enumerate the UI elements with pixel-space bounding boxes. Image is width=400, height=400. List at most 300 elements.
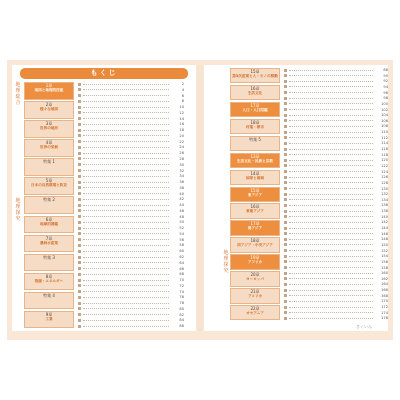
- page-number: 140: [381, 214, 388, 219]
- dot-leader: [83, 158, 169, 159]
- row-bullet-icon: [78, 221, 81, 224]
- toc-row[interactable]: [78, 192, 184, 197]
- dot-leader: [289, 171, 373, 172]
- toc-row[interactable]: [284, 147, 388, 152]
- toc-row[interactable]: [78, 215, 184, 220]
- page-number: 116: [381, 147, 388, 152]
- chapter-block[interactable]: [24, 216, 74, 234]
- toc-row[interactable]: [78, 313, 184, 318]
- row-bullet-icon: [284, 91, 287, 94]
- toc-row[interactable]: [284, 277, 388, 282]
- toc-row[interactable]: [78, 169, 184, 174]
- dot-leader: [289, 222, 373, 223]
- chapter-block[interactable]: [24, 82, 74, 100]
- chapter-number: 18章: [250, 119, 260, 125]
- toc-row[interactable]: [284, 130, 388, 135]
- row-bullet-icon: [284, 255, 287, 258]
- dot-leader: [289, 295, 373, 296]
- toc-row[interactable]: [78, 111, 184, 116]
- toc-row[interactable]: [284, 311, 388, 316]
- chapter-block[interactable]: [230, 102, 280, 117]
- page-number: 102: [381, 107, 388, 112]
- toc-row[interactable]: [78, 249, 184, 254]
- dot-leader: [83, 233, 169, 234]
- chapter-number: 特集 2: [43, 197, 55, 203]
- dot-leader: [289, 290, 373, 291]
- dot-leader: [83, 257, 169, 258]
- toc-row[interactable]: [284, 316, 388, 321]
- row-bullet-icon: [78, 140, 81, 143]
- row-bullet-icon: [78, 267, 81, 270]
- row-bullet-icon: [78, 192, 81, 195]
- page-number: 42: [179, 197, 184, 202]
- row-bullet-icon: [284, 97, 287, 100]
- toc-row[interactable]: [78, 295, 184, 300]
- dot-leader: [289, 318, 373, 319]
- chapter-number: 特集 3: [43, 254, 55, 260]
- chapter-block[interactable]: [230, 254, 280, 269]
- toc-row[interactable]: [78, 197, 184, 202]
- dot-leader: [83, 170, 169, 171]
- row-bullet-icon: [78, 157, 81, 160]
- row-bullet-icon: [284, 80, 287, 83]
- toc-row[interactable]: [284, 226, 388, 231]
- row-bullet-icon: [78, 117, 81, 120]
- chapter-block[interactable]: [230, 68, 280, 83]
- chapter-number: 5章: [45, 178, 53, 184]
- toc-row[interactable]: [284, 79, 388, 84]
- chapter-block[interactable]: [24, 139, 74, 157]
- chapter-number: 14章: [250, 170, 260, 176]
- toc-row[interactable]: [284, 209, 388, 214]
- dot-leader: [83, 147, 169, 148]
- toc-row[interactable]: [284, 203, 388, 208]
- chapter-block[interactable]: [24, 158, 74, 176]
- page-number: 120: [381, 158, 388, 163]
- page-number: 78: [179, 301, 184, 306]
- toc-row[interactable]: [284, 254, 388, 259]
- row-bullet-icon: [78, 325, 81, 328]
- toc-row[interactable]: [284, 220, 388, 225]
- page-number: 112: [381, 135, 388, 140]
- toc-row[interactable]: [284, 124, 388, 129]
- row-bullet-icon: [78, 111, 81, 114]
- page-number: 76: [179, 295, 184, 300]
- dot-leader: [289, 284, 373, 285]
- row-bullet-icon: [284, 238, 287, 241]
- toc-row[interactable]: [78, 82, 184, 87]
- dot-leader: [289, 250, 373, 251]
- chapter-title: 世界の気候: [40, 145, 58, 150]
- page-number: 90: [383, 73, 388, 78]
- page-number: 46: [179, 208, 184, 213]
- dot-leader: [289, 199, 373, 200]
- toc-row[interactable]: [78, 174, 184, 179]
- toc-row[interactable]: [284, 102, 388, 107]
- chapter-title: 東アジア: [247, 192, 263, 197]
- dot-leader: [83, 274, 169, 275]
- chapter-block[interactable]: [230, 305, 280, 320]
- dot-leader: [289, 160, 373, 161]
- chapter-block[interactable]: [24, 120, 74, 138]
- dot-leader: [83, 320, 169, 321]
- toc-row[interactable]: [284, 96, 388, 101]
- row-bullet-icon: [284, 74, 287, 77]
- dot-leader: [289, 137, 373, 138]
- row-bullet-icon: [284, 204, 287, 207]
- chapter-block[interactable]: [24, 311, 74, 329]
- chapter-block[interactable]: [230, 136, 280, 151]
- toc-title: もくじ: [20, 68, 188, 79]
- toc-row[interactable]: [78, 203, 184, 208]
- chapter-title: 人口・人口問題: [242, 107, 268, 112]
- toc-row[interactable]: [78, 105, 184, 110]
- row-bullet-icon: [284, 306, 287, 309]
- toc-row[interactable]: [78, 307, 184, 312]
- chapter-title: 世界の地形: [40, 126, 58, 131]
- chapter-title: アフリカ: [247, 260, 263, 265]
- toc-row[interactable]: [284, 153, 388, 158]
- page-number: 124: [381, 169, 388, 174]
- chapter-number: 特集 5: [249, 136, 261, 142]
- dot-leader: [83, 182, 169, 183]
- page-number: 114: [381, 141, 388, 146]
- dot-leader: [83, 101, 169, 102]
- row-bullet-icon: [78, 106, 81, 109]
- page-number: 134: [381, 197, 388, 202]
- row-bullet-icon: [284, 176, 287, 179]
- chapter-title: 地球的課題: [40, 221, 58, 226]
- toc-row[interactable]: [78, 122, 184, 127]
- chapter-number: 4章: [45, 140, 53, 146]
- toc-row[interactable]: [78, 157, 184, 162]
- page-number: 34: [179, 174, 184, 179]
- toc-row[interactable]: [78, 180, 184, 185]
- toc-row[interactable]: [78, 267, 184, 272]
- row-bullet-icon: [284, 85, 287, 88]
- chapter-title: 生活文化: [247, 90, 263, 95]
- page-number: 84: [179, 318, 184, 323]
- chapter-block[interactable]: [24, 235, 74, 253]
- dot-leader: [83, 124, 169, 125]
- chapter-title: 資源・エネルギー: [34, 278, 64, 283]
- toc-row[interactable]: [78, 163, 184, 168]
- chapter-block[interactable]: [24, 177, 74, 195]
- toc-row[interactable]: [284, 85, 388, 90]
- toc-row[interactable]: [284, 91, 388, 96]
- chapter-block[interactable]: [230, 170, 280, 185]
- row-bullet-icon: [284, 108, 287, 111]
- toc-row[interactable]: [284, 170, 388, 175]
- toc-row[interactable]: [78, 272, 184, 277]
- toc-row[interactable]: [78, 226, 184, 231]
- dot-leader: [83, 268, 169, 269]
- toc-row[interactable]: [78, 134, 184, 139]
- row-bullet-icon: [78, 302, 81, 305]
- toc-row[interactable]: [284, 215, 388, 220]
- dot-leader: [289, 92, 373, 93]
- dot-leader: [289, 239, 373, 240]
- chapter-title: 様々な地図: [40, 107, 58, 112]
- page-number: 162: [381, 276, 388, 281]
- toc-row[interactable]: [78, 220, 184, 225]
- page-number: 44: [179, 203, 184, 208]
- row-bullet-icon: [284, 317, 287, 320]
- chapter-block[interactable]: [230, 187, 280, 202]
- row-bullet-icon: [284, 164, 287, 167]
- row-bullet-icon: [284, 119, 287, 122]
- chapter-block[interactable]: [230, 153, 280, 168]
- page-number: 58: [179, 243, 184, 248]
- page-number: 72: [179, 283, 184, 288]
- row-bullet-icon: [284, 289, 287, 292]
- dot-leader: [83, 205, 169, 206]
- toc-row[interactable]: [78, 284, 184, 289]
- dot-leader: [289, 278, 373, 279]
- toc-row[interactable]: [284, 158, 388, 163]
- page-number: 164: [381, 282, 388, 287]
- toc-row[interactable]: [284, 243, 388, 248]
- row-bullet-icon: [78, 169, 81, 172]
- dot-leader: [83, 216, 169, 217]
- row-bullet-icon: [78, 181, 81, 184]
- toc-row[interactable]: [284, 294, 388, 299]
- toc-row[interactable]: [284, 232, 388, 237]
- chapter-title: 農林水産業: [40, 240, 58, 245]
- page-number: 92: [383, 79, 388, 84]
- page-number: 148: [381, 237, 388, 242]
- page-number: 28: [179, 156, 184, 161]
- row-bullet-icon: [78, 215, 81, 218]
- dot-leader: [289, 244, 373, 245]
- chapter-number: 6章: [45, 216, 53, 222]
- page-number: 20: [179, 133, 184, 138]
- page-number: 146: [381, 231, 388, 236]
- chapter-block[interactable]: [230, 85, 280, 100]
- chapter-block[interactable]: [230, 271, 280, 286]
- row-bullet-icon: [284, 221, 287, 224]
- toc-row[interactable]: [78, 117, 184, 122]
- chapter-title: 国家と領域: [246, 175, 264, 180]
- page-number: 136: [381, 203, 388, 208]
- toc-row[interactable]: [78, 209, 184, 214]
- chapter-number: 21章: [250, 289, 260, 295]
- dot-leader: [83, 112, 169, 113]
- row-bullet-icon: [78, 307, 81, 310]
- page-number: 98: [383, 96, 388, 101]
- chapter-block[interactable]: [230, 119, 280, 134]
- page-number: 14: [179, 116, 184, 121]
- dot-leader: [289, 154, 373, 155]
- chapter-block[interactable]: [24, 101, 74, 119]
- row-bullet-icon: [284, 69, 287, 72]
- dot-leader: [289, 211, 373, 212]
- toc-row[interactable]: [78, 140, 184, 145]
- dot-leader: [83, 141, 169, 142]
- row-bullet-icon: [78, 238, 81, 241]
- toc-row[interactable]: [284, 282, 388, 287]
- row-bullet-icon: [284, 232, 287, 235]
- page-number: 126: [381, 175, 388, 180]
- page-number: 132: [381, 192, 388, 197]
- row-bullet-icon: [78, 319, 81, 322]
- page-number: 68: [179, 272, 184, 277]
- page-number: 172: [381, 305, 388, 310]
- toc-row[interactable]: [284, 181, 388, 186]
- toc-row[interactable]: [78, 324, 184, 329]
- dot-leader: [289, 261, 373, 262]
- dot-leader: [289, 256, 373, 257]
- dot-leader: [83, 89, 169, 90]
- dot-leader: [289, 228, 373, 229]
- toc-row[interactable]: [284, 288, 388, 293]
- row-bullet-icon: [78, 175, 81, 178]
- toc-row[interactable]: [78, 238, 184, 243]
- dot-leader: [289, 177, 373, 178]
- toc-row[interactable]: [284, 136, 388, 141]
- chapter-block[interactable]: [230, 203, 280, 218]
- page-number: 4: [181, 87, 184, 92]
- dot-leader: [289, 81, 373, 82]
- page-number: 52: [179, 226, 184, 231]
- toc-row[interactable]: [78, 128, 184, 133]
- toc-row[interactable]: [78, 318, 184, 323]
- page-number: 16: [179, 122, 184, 127]
- chapter-block[interactable]: [24, 273, 74, 291]
- chapter-number: 1章: [45, 83, 53, 88]
- toc-row[interactable]: [284, 198, 388, 203]
- row-bullet-icon: [284, 193, 287, 196]
- row-bullet-icon: [284, 294, 287, 297]
- row-bullet-icon: [78, 256, 81, 259]
- page-number: 100: [381, 101, 388, 106]
- page-number: 106: [381, 118, 388, 123]
- chapter-number: 15章: [250, 187, 260, 193]
- chapter-number: 16章: [250, 85, 260, 91]
- row-bullet-icon: [78, 186, 81, 189]
- chapter-title: 西アジア・中央アジア: [237, 243, 273, 248]
- dot-leader: [83, 164, 169, 165]
- page-number: 50: [179, 220, 184, 225]
- chapter-block[interactable]: [230, 288, 280, 303]
- toc-row[interactable]: [78, 99, 184, 104]
- toc-row[interactable]: [284, 260, 388, 265]
- toc-row[interactable]: [78, 301, 184, 306]
- dot-leader: [83, 187, 169, 188]
- page-number: 138: [381, 209, 388, 214]
- toc-row[interactable]: [284, 249, 388, 254]
- toc-row[interactable]: [284, 68, 388, 73]
- toc-row[interactable]: [78, 94, 184, 99]
- chapter-number: 8章: [45, 273, 53, 279]
- chapter-title: アメリカ: [247, 294, 263, 299]
- toc-row[interactable]: [78, 278, 184, 283]
- toc-row[interactable]: [284, 299, 388, 304]
- dot-leader: [83, 314, 169, 315]
- row-bullet-icon: [284, 260, 287, 263]
- page-number: 74: [179, 289, 184, 294]
- toc-row[interactable]: [284, 266, 388, 271]
- dot-leader: [289, 301, 373, 302]
- page-number: 94: [383, 84, 388, 89]
- dot-leader: [83, 107, 169, 108]
- dot-leader: [83, 280, 169, 281]
- chapter-number: 7章: [45, 235, 53, 241]
- page-number: 80: [179, 306, 184, 311]
- toc-row[interactable]: [78, 145, 184, 150]
- chapter-block[interactable]: [24, 292, 74, 310]
- toc-row[interactable]: [284, 305, 388, 310]
- book-spine: [197, 65, 203, 331]
- toc-row[interactable]: [284, 187, 388, 192]
- toc-row[interactable]: [284, 108, 388, 113]
- page-number: 82: [179, 312, 184, 317]
- row-bullet-icon: [78, 146, 81, 149]
- row-bullet-icon: [284, 170, 287, 173]
- toc-row[interactable]: [78, 151, 184, 156]
- page-number: 168: [381, 293, 388, 298]
- toc-row[interactable]: [78, 243, 184, 248]
- page-number: 70: [179, 278, 184, 283]
- row-bullet-icon: [78, 261, 81, 264]
- chapter-block[interactable]: [230, 237, 280, 252]
- chapter-number: 2章: [45, 102, 53, 108]
- page-number: 176: [381, 316, 388, 321]
- chapter-number: 9章: [45, 311, 53, 317]
- row-bullet-icon: [284, 243, 287, 246]
- page-number: 32: [179, 168, 184, 173]
- dot-leader: [289, 205, 373, 206]
- toc-row[interactable]: [78, 186, 184, 191]
- chapter-title: 生活文化・民族と宗教: [237, 158, 273, 163]
- toc-row[interactable]: [284, 119, 388, 124]
- toc-row[interactable]: [284, 175, 388, 180]
- index-link[interactable]: さくいん: [356, 324, 372, 329]
- toc-row[interactable]: [78, 290, 184, 295]
- chapter-title: 第3次産業と人・モノの移動: [232, 74, 278, 78]
- toc-row[interactable]: [78, 261, 184, 266]
- chapter-block[interactable]: [230, 220, 280, 235]
- row-bullet-icon: [78, 209, 81, 212]
- chapter-block[interactable]: [24, 254, 74, 272]
- toc-row[interactable]: [284, 141, 388, 146]
- row-bullet-icon: [78, 100, 81, 103]
- toc-row[interactable]: [284, 74, 388, 79]
- chapter-title: 東南アジア: [246, 209, 264, 214]
- dot-leader: [289, 143, 373, 144]
- toc-row[interactable]: [284, 192, 388, 197]
- toc-row[interactable]: [78, 88, 184, 93]
- toc-row[interactable]: [284, 113, 388, 118]
- toc-row[interactable]: [78, 255, 184, 260]
- dot-leader: [289, 109, 373, 110]
- toc-row[interactable]: [284, 271, 388, 276]
- chapter-block[interactable]: [24, 196, 74, 214]
- row-bullet-icon: [284, 187, 287, 190]
- dot-leader: [289, 115, 373, 116]
- dot-leader: [83, 297, 169, 298]
- row-bullet-icon: [284, 215, 287, 218]
- row-bullet-icon: [78, 284, 81, 287]
- toc-row[interactable]: [284, 237, 388, 242]
- toc-row[interactable]: [78, 232, 184, 237]
- row-bullet-icon: [78, 296, 81, 299]
- row-bullet-icon: [78, 123, 81, 126]
- dot-leader: [289, 216, 373, 217]
- dot-leader: [83, 251, 169, 252]
- toc-row[interactable]: [284, 164, 388, 169]
- dot-leader: [289, 165, 373, 166]
